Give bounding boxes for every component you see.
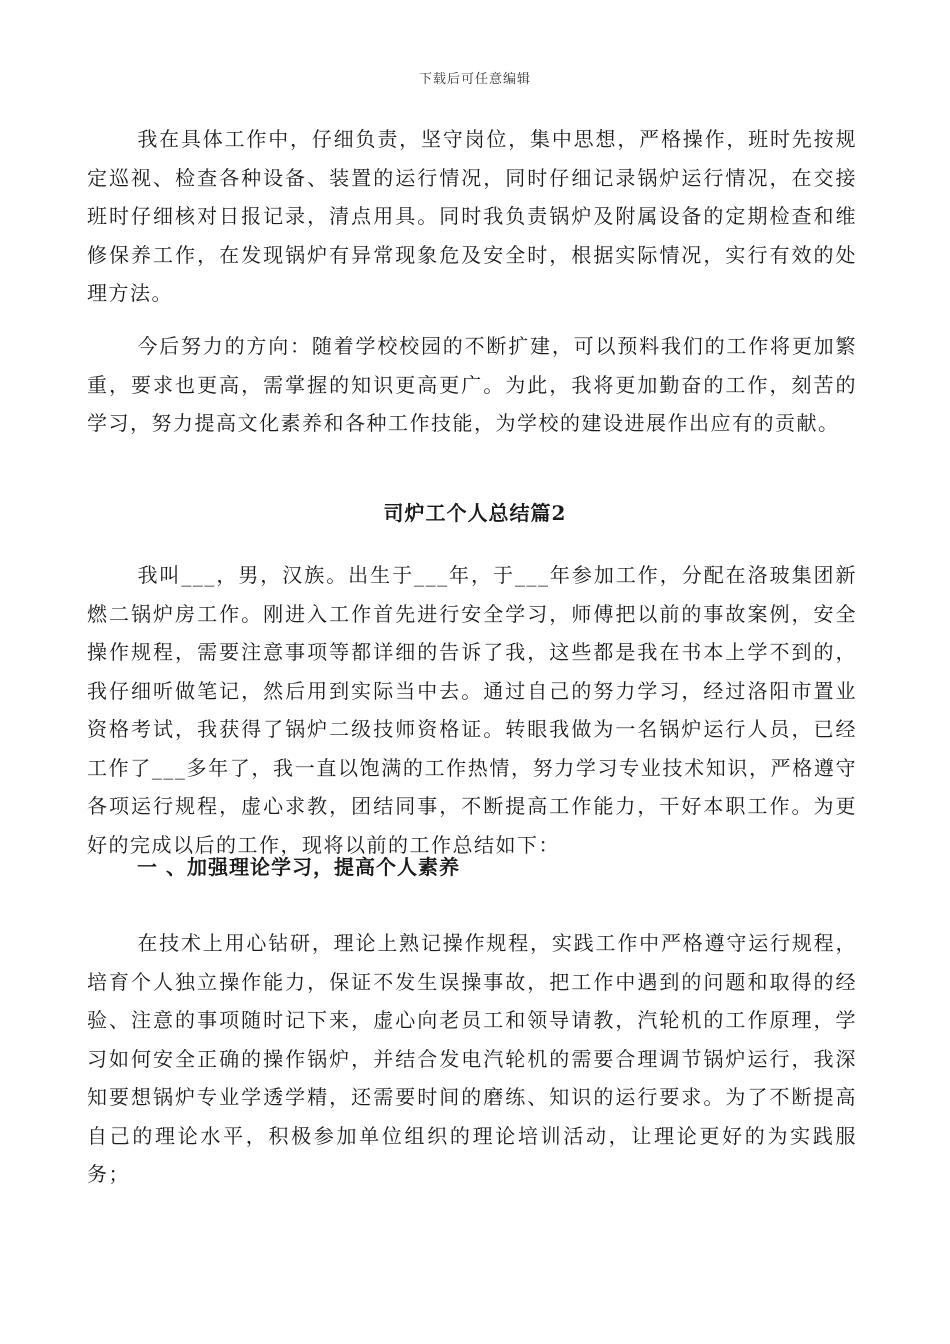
page-header-note: 下载后可任意编辑 [418,72,531,87]
section-title: 司炉工个人总结篇2 [383,501,567,525]
paragraph-future-direction [87,327,857,443]
paragraph-text: 在技术上用心钻研，理论上熟记操作规程，实践工作中严格遵守运行规程，培育个人独立操作能力，保证不发生误操事故，把工作中遇到的问题和取得的经验、注意的事项随时记下来，虚心向老员工和领导请教，汽轮机的工作原理，学习如何安全正确的操作锅炉，并结合发电汽轮机的需要合理调节锅炉运行，我深知要想锅炉专业学透学精，还需要时间的磨练、知识的运行要求。为了不断提高自己的理论水平，积极参加单位组织的理论培训活动，让理论更好的为实践服务； [87,931,857,1186]
paragraph-duties [87,120,857,313]
paragraph-theory-study [87,924,857,1194]
paragraph-text: 我叫___，男，汉族。出生于___年，于___年参加工作，分配在洛玻集团新燃二锅炉房工作。刚进入工作首先进行安全学习，师傅把以前的事故案例，安全操作规程，需要注意事项等都详细的告诉了我，这些都是我在书本上学不到的，我仔细听做笔记，然后用到实际当中去。通过自己的努力学习，经过洛阳市置业资格考试，我获得了锅炉二级技师资格证。转眼我做为一名锅炉运行人员，已经工作了___多年了，我一直以饱满的工作热情，努力学习专业技术知识，严格遵守各项运行规程，虚心求教，团结同事，不断提高工作能力，干好本职工作。为更好的完成以后的工作，现将以前的工作总结如下： [87,563,857,857]
paragraph-text: 今后努力的方向：随着学校校园的不断扩建，可以预料我们的工作将更加繁重，要求也更高，需掌握的知识更高更广。为此，我将更加勤奋的工作，刻苦的学习，努力提高文化素养和各种工作技能，为学校的建设进展作出应有的贡献。 [87,334,857,435]
paragraph-text: 我在具体工作中，仔细负责，坚守岗位，集中思想，严格操作，班时先按规定巡视、检查各种设备、装置的运行情况，同时仔细记录锅炉运行情况，在交接班时仔细核对日报记录，清点用具。同时我负责锅炉及附属设备的定期检查和维修保养工作，在发现锅炉有异常现象危及安全时，根据实际情况，实行有效的处理方法。 [87,127,857,305]
sub-heading-theory-study: 一 、加强理论学习，提高个人素养 [137,855,460,879]
paragraph-introduction [87,556,857,864]
